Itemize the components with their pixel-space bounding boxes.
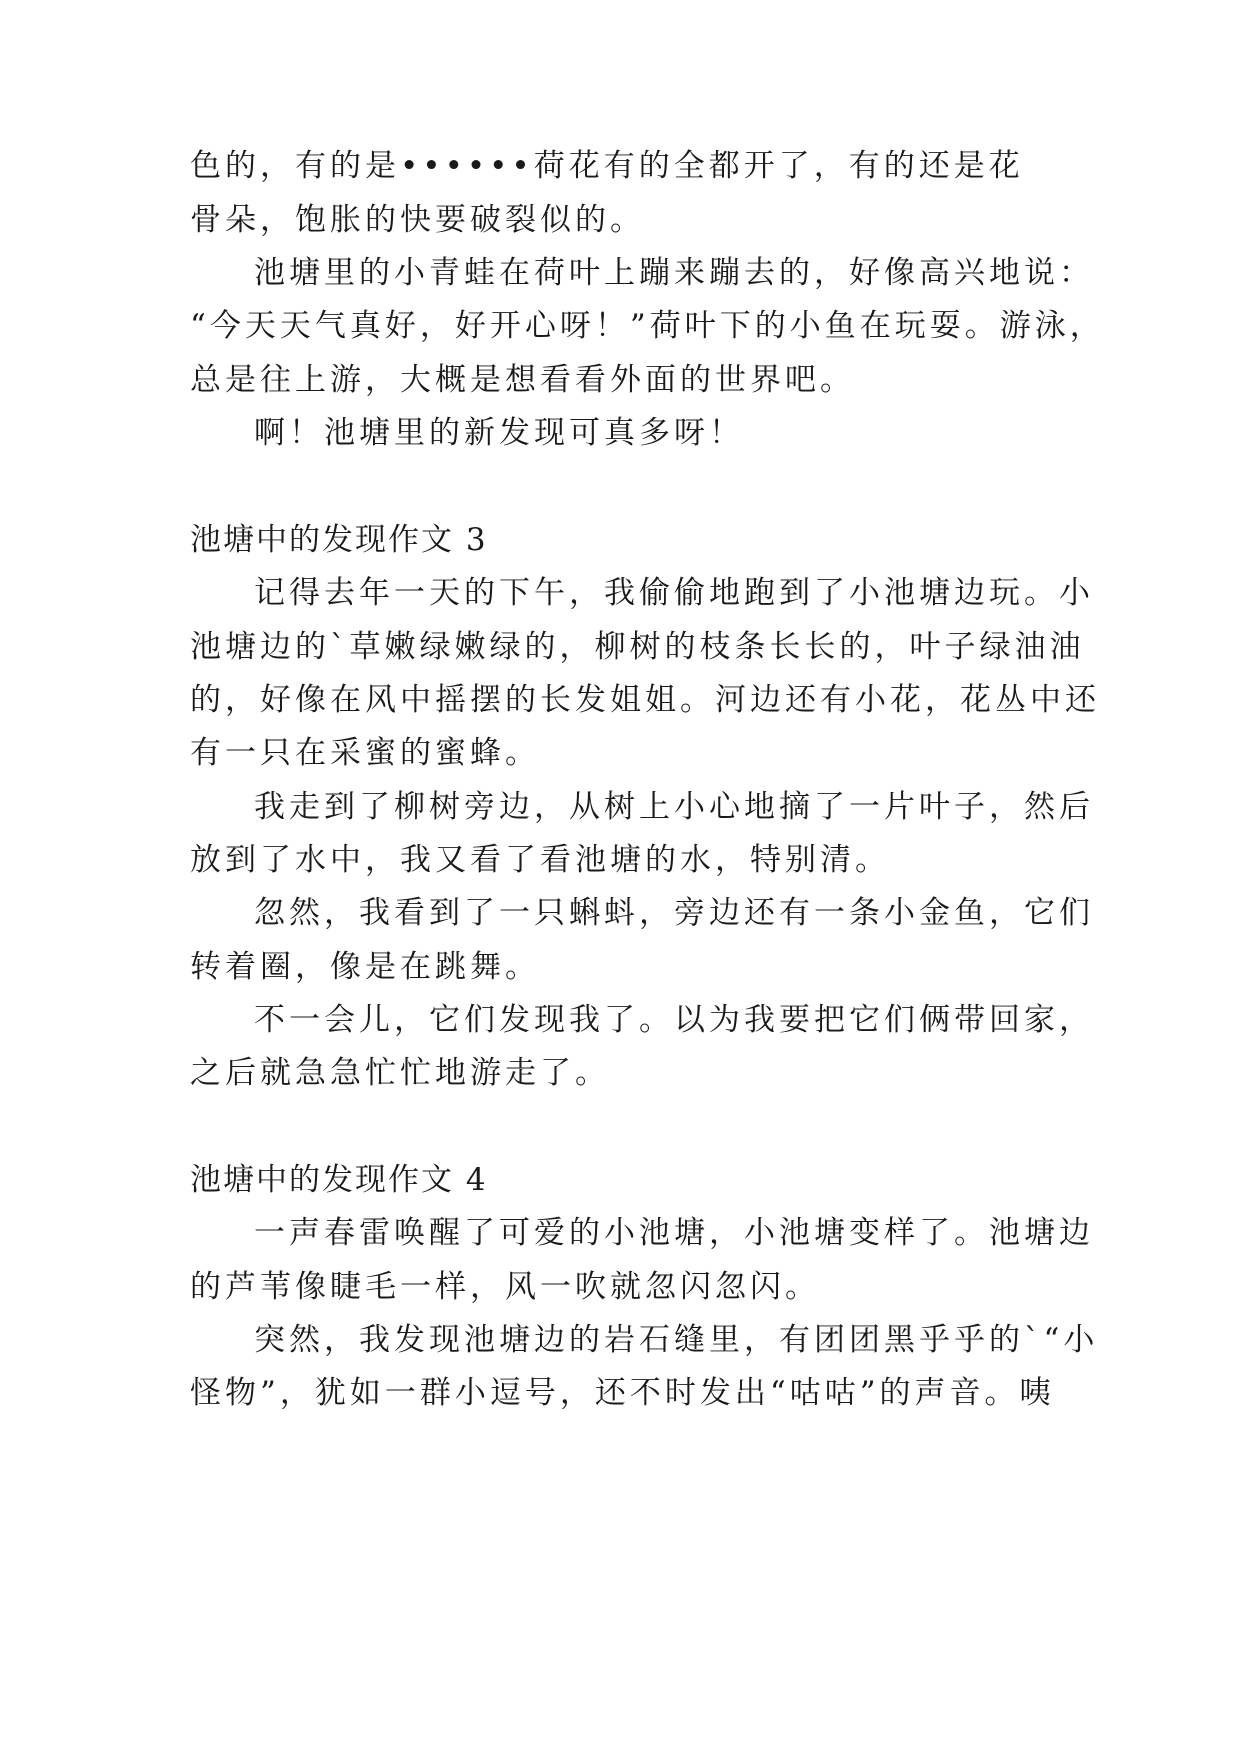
paragraph-line: 记得去年一天的下午，我偷偷地跑到了小池塘边玩。小 [254, 575, 1094, 611]
paragraph-line: 忽然，我看到了一只蝌蚪，旁边还有一条小金鱼，它们 [254, 895, 1094, 931]
paragraph-line: 池塘里的小青蛙在荷叶上蹦来蹦去的，好像高兴地说： [254, 255, 1094, 291]
text-line: 怪物”，犹如一群小逗号，还不时发出“咕咕”的声音。咦 [190, 1375, 1055, 1411]
text-line: 之后就急急忙忙地游走了。 [190, 1055, 610, 1091]
text-line: 有一只在采蜜的蜜蜂。 [190, 735, 540, 771]
section-heading: 池塘中的发现作文 3 [190, 522, 488, 558]
paragraph-line: 不一会儿，它们发现我了。以为我要把它们俩带回家， [254, 1002, 1094, 1038]
text-line: 放到了水中，我又看了看池塘的水，特别清。 [190, 842, 890, 878]
text-line: 转着圈，像是在跳舞。 [190, 949, 540, 985]
section-heading: 池塘中的发现作文 4 [190, 1162, 488, 1198]
paragraph-line: 突然，我发现池塘边的岩石缝里，有团团黑乎乎的`“小 [254, 1322, 1099, 1358]
paragraph-line: 一声春雷唤醒了可爱的小池塘，小池塘变样了。池塘边 [254, 1215, 1094, 1251]
text-line: 骨朵，饱胀的快要破裂似的。 [190, 202, 645, 238]
text-line: “今天天气真好，好开心呀！”荷叶下的小鱼在玩耍。游泳， [190, 308, 1105, 344]
text-line: 总是往上游，大概是想看看外面的世界吧。 [190, 362, 855, 398]
text-line: 色的，有的是••••••荷花有的全都开了，有的还是花 [190, 148, 1024, 184]
text-line: 池塘边的`草嫩绿嫩绿的，柳树的枝条长长的，叶子绿油油 [190, 629, 1085, 665]
paragraph-line: 啊！池塘里的新发现可真多呀！ [254, 415, 744, 451]
paragraph-line: 我走到了柳树旁边，从树上小心地摘了一片叶子，然后 [254, 789, 1094, 825]
text-line: 的芦苇像睫毛一样，风一吹就忽闪忽闪。 [190, 1269, 820, 1305]
text-line: 的，好像在风中摇摆的长发姐姐。河边还有小花，花丛中还 [190, 682, 1100, 718]
